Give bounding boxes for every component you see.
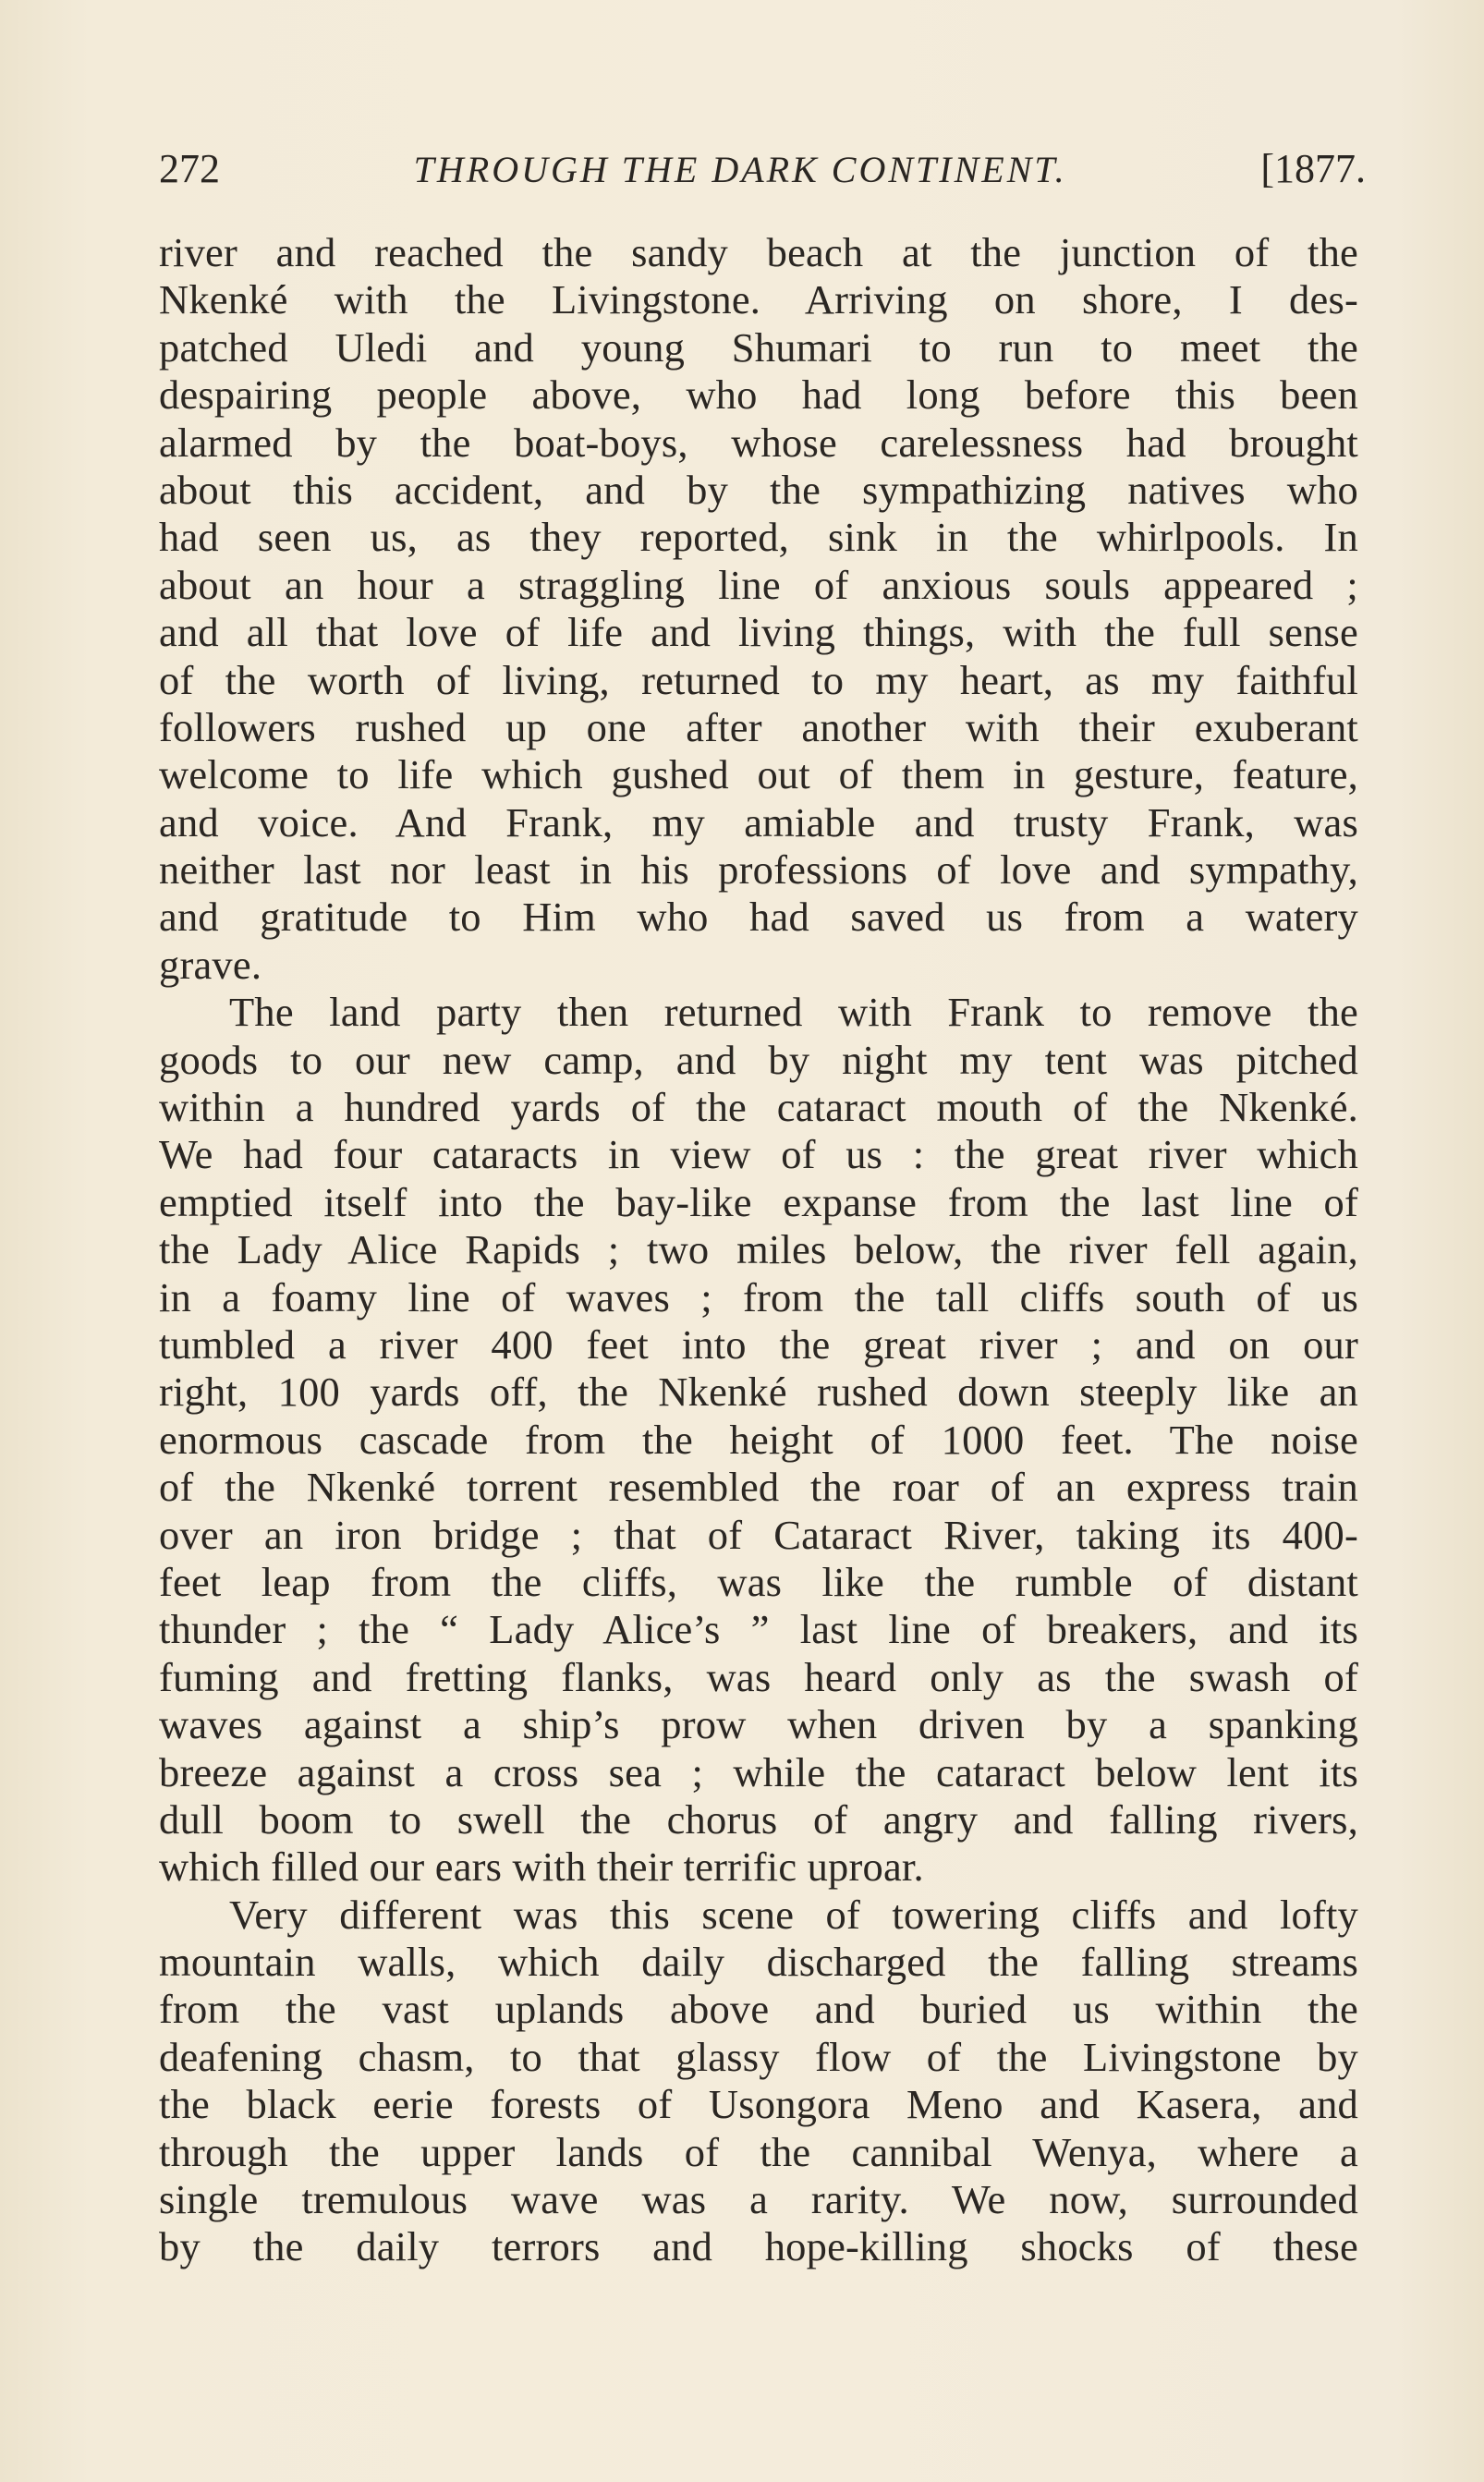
text-line: patched Uledi and young Shumari to run to meet the	[159, 323, 1358, 371]
page-number: 272	[159, 146, 220, 191]
text-line: within a hundred yards of the cataract mouth of the Nkenké.	[159, 1084, 1358, 1131]
text-line: right, 100 yards off, the Nkenké rushed down steeply like an	[159, 1369, 1358, 1416]
text-line: and voice. And Frank, my amiable and trusty Frank, was	[159, 798, 1358, 846]
text-line: neither last nor least in his professions of love and sympathy,	[159, 846, 1358, 894]
text-line: Nkenké with the Livingstone. Arriving on shore, I des-	[159, 276, 1358, 323]
text-line: about this accident, and by the sympathizing natives who	[159, 466, 1358, 513]
text-line: the Lady Alice Rapids ; two miles below, the river fell again,	[159, 1226, 1358, 1273]
paragraph-end-line: which filled our ears with their terrific uproar.	[159, 1843, 924, 1891]
text-line: in a foamy line of waves ; from the tall cliffs south of us	[159, 1273, 1358, 1320]
paragraph-start-line: Very different was this scene of towering cliffs and lofty	[229, 1891, 1358, 1938]
text-line: over an iron bridge ; that of Cataract River, taking its 400-	[159, 1511, 1358, 1558]
text-line: and all that love of life and living things, with the full sense	[159, 609, 1358, 656]
text-line: by the daily terrors and hope-killing shocks of these	[159, 2223, 1358, 2270]
text-line: had seen us, as they reported, sink in the whirlpools. In	[159, 514, 1358, 561]
running-title: THROUGH THE DARK CONTINENT.	[413, 149, 1067, 190]
text-line: feet leap from the cliffs, was like the rumble of distant	[159, 1558, 1358, 1605]
text-line: and gratitude to Him who had saved us from a watery	[159, 894, 1358, 941]
body-text	[159, 229, 1358, 2271]
running-header	[159, 140, 1366, 198]
text-line: fuming and fretting flanks, was heard only as the swash of	[159, 1653, 1358, 1700]
text-line: despairing people above, who had long before this been	[159, 371, 1358, 419]
text-line: tumbled a river 400 feet into the great river ; and on our	[159, 1320, 1358, 1368]
text-line: about an hour a straggling line of anxious souls appeared ;	[159, 561, 1358, 608]
text-line: of the worth of living, returned to my heart, as my faithful	[159, 656, 1358, 703]
running-year: [1877.	[1260, 146, 1366, 191]
text-line: single tremulous wave was a rarity. We now, surrounded	[159, 2176, 1358, 2223]
text-line: from the vast uplands above and buried us within the	[159, 1986, 1358, 2033]
text-line: through the upper lands of the cannibal Wenya, where a	[159, 2128, 1358, 2175]
text-line: We had four cataracts in view of us : the great river which	[159, 1131, 1358, 1178]
text-line: welcome to life which gushed out of them in gesture, feature,	[159, 751, 1358, 798]
text-line: enormous cascade from the height of 1000 feet. The noise	[159, 1416, 1358, 1463]
text-line: deafening chasm, to that glassy flow of the Livingstone by	[159, 2033, 1358, 2080]
text-line: thunder ; the “ Lady Alice’s ” last line of breakers, and its	[159, 1606, 1358, 1653]
text-line: breeze against a cross sea ; while the cataract below lent its	[159, 1748, 1358, 1795]
text-line: followers rushed up one after another with their exuberant	[159, 703, 1358, 750]
text-line: of the Nkenké torrent resembled the roar of an express train	[159, 1464, 1358, 1511]
text-line: river and reached the sandy beach at the junction of the	[159, 229, 1358, 275]
text-line: mountain walls, which daily discharged the falling streams	[159, 1939, 1358, 1986]
text-line: dull boom to swell the chorus of angry and falling rivers,	[159, 1795, 1358, 1843]
text-line: emptied itself into the bay-like expanse from the last line of	[159, 1178, 1358, 1225]
text-line: goods to our new camp, and by night my tent was pitched	[159, 1036, 1358, 1083]
text-line: alarmed by the boat-boys, whose carelessness had brought	[159, 419, 1358, 466]
text-line: the black eerie forests of Usongora Meno and Kasera, and	[159, 2081, 1358, 2128]
text-line: waves against a ship’s prow when driven by a spanking	[159, 1701, 1358, 1748]
paragraph-start-line: The land party then returned with Frank to remove the	[229, 989, 1358, 1036]
paragraph-end-line: grave.	[159, 941, 262, 988]
